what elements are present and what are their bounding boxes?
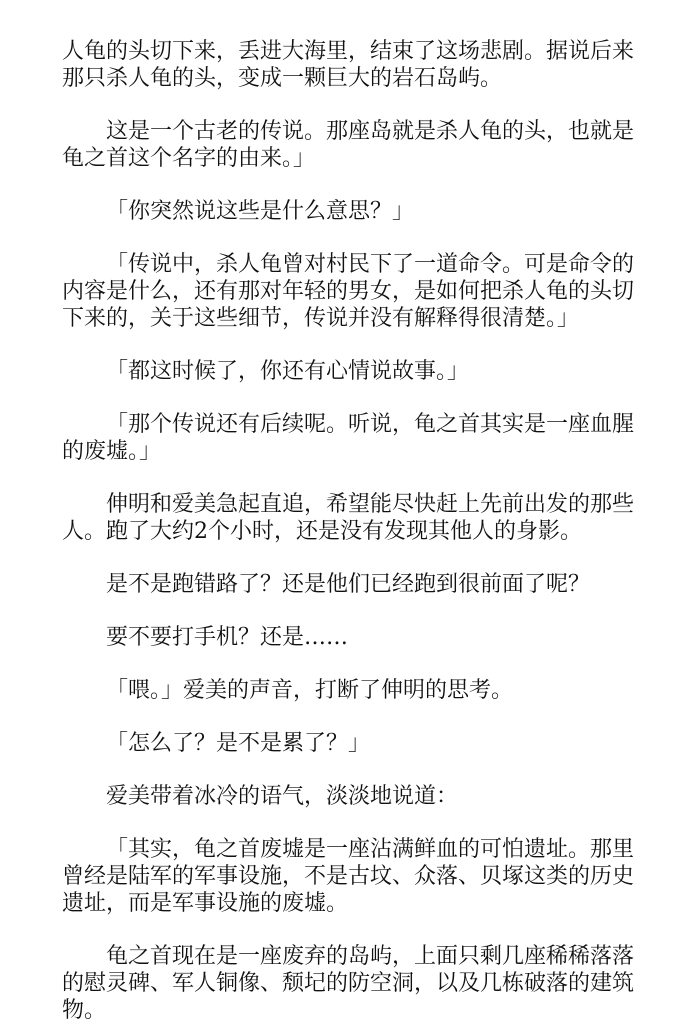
paragraph-12: 爱美带着冰冷的语气，淡淡地说道：: [106, 784, 459, 809]
paragraph-6: 「那个传说还有后续呢。听说，龟之首其实是一座血腥的废墟。」: [62, 412, 635, 464]
paragraph-1: 人龟的头切下来，丢进大海里，结束了这场悲剧。据说后来那只杀人龟的头，变成一颗巨大的岩石岛屿。: [62, 39, 635, 91]
paragraph-4: 「传说中，杀人龟曾对村民下了一道命令。可是命令的内容是什么，还有那对年轻的男女，是如何把杀人龟的头切下来的，关于这些细节，传说并没有解释得很清楚。」: [62, 252, 635, 331]
paragraph-14: 龟之首现在是一座废弃的岛屿，上面只剩几座稀稀落落的慰灵碑、军人铜像、颓圮的防空洞，以及几栋破落的建筑物。: [62, 944, 635, 1023]
paragraph-8: 是不是跑错路了？还是他们已经跑到很前面了呢？: [106, 572, 591, 597]
paragraph-5: 「都这时候了，你还有心情说故事。」: [106, 359, 470, 384]
paragraph-10: 「喂。」爱美的声音，打断了伸明的思考。: [106, 678, 514, 703]
paragraph-11: 「怎么了？是不是累了？」: [106, 731, 371, 756]
page-text-body: [62, 38, 652, 1024]
paragraph-13: 「其实，龟之首废墟是一座沾满鲜血的可怕遗址。那里曾经是陆军的军事设施，不是古坟、众落、贝塚这类的历史遗址，而是军事设施的废墟。: [62, 837, 635, 916]
paragraph-2: 这是一个古老的传说。那座岛就是杀人龟的头，也就是龟之首这个名字的由来。」: [62, 119, 635, 171]
paragraph-9: 要不要打手机？还是……: [106, 625, 349, 650]
paragraph-7: 伸明和爱美急起直追，希望能尽快赶上先前出发的那些人。跑了大约2个小时，还是没有发现其他人的身影。: [62, 492, 635, 544]
paragraph-3: 「你突然说这些是什么意思？」: [106, 199, 415, 224]
